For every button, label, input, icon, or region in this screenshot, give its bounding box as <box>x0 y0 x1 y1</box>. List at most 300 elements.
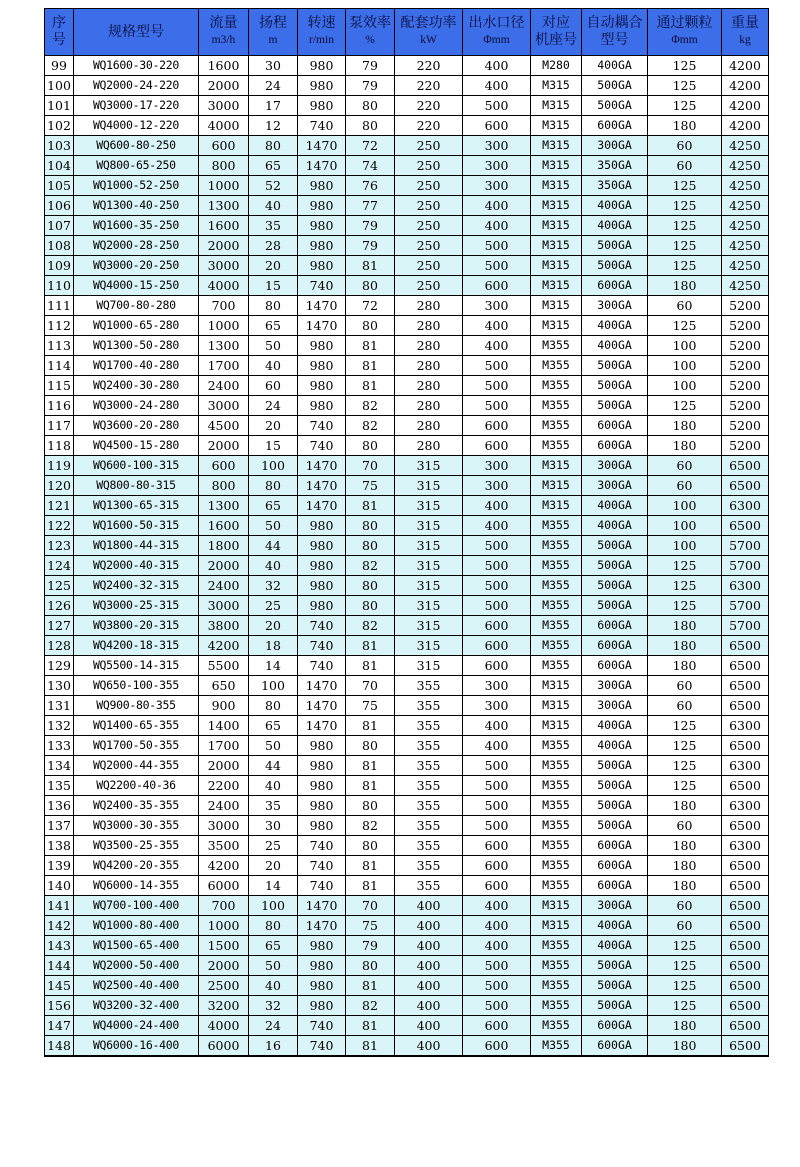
table-row <box>45 496 769 516</box>
cell-head: 32 <box>249 996 298 1016</box>
cell-speed: 980 <box>298 256 346 276</box>
cell-model: WQ2000-24-220 <box>74 76 199 96</box>
cell-speed: 1470 <box>298 456 346 476</box>
cell-speed: 980 <box>298 56 346 76</box>
cell-flow: 4200 <box>199 636 249 656</box>
header-label: 转速 <box>307 15 336 31</box>
cell-speed: 740 <box>298 836 346 856</box>
cell-power: 400 <box>395 976 463 996</box>
table-row <box>45 576 769 596</box>
cell-coupling: 600GA <box>582 876 648 896</box>
cell-outlet: 300 <box>463 156 531 176</box>
cell-weight: 6500 <box>722 696 769 716</box>
cell-efficiency: 80 <box>346 536 395 556</box>
cell-frame: M355 <box>531 1016 582 1036</box>
cell-efficiency: 70 <box>346 896 395 916</box>
col-header-model <box>74 9 199 56</box>
cell-particle: 125 <box>648 776 722 796</box>
cell-outlet: 400 <box>463 936 531 956</box>
cell-power: 355 <box>395 876 463 896</box>
cell-weight: 6500 <box>722 736 769 756</box>
cell-speed: 980 <box>298 556 346 576</box>
header-unit: % <box>365 34 375 46</box>
cell-speed: 1470 <box>298 316 346 336</box>
cell-index: 99 <box>45 56 74 76</box>
cell-power: 220 <box>395 56 463 76</box>
cell-outlet: 500 <box>463 976 531 996</box>
cell-flow: 4000 <box>199 116 249 136</box>
cell-index: 145 <box>45 976 74 996</box>
cell-outlet: 500 <box>463 236 531 256</box>
cell-efficiency: 82 <box>346 816 395 836</box>
cell-flow: 600 <box>199 136 249 156</box>
cell-particle: 180 <box>648 616 722 636</box>
cell-efficiency: 81 <box>346 1036 395 1057</box>
cell-power: 280 <box>395 336 463 356</box>
cell-weight: 5200 <box>722 336 769 356</box>
table-row <box>45 416 769 436</box>
cell-model: WQ1600-50-315 <box>74 516 199 536</box>
cell-flow: 1600 <box>199 516 249 536</box>
cell-model: WQ1800-44-315 <box>74 536 199 556</box>
cell-flow: 3000 <box>199 256 249 276</box>
cell-speed: 980 <box>298 816 346 836</box>
cell-weight: 6500 <box>722 996 769 1016</box>
cell-particle: 125 <box>648 936 722 956</box>
cell-model: WQ5500-14-315 <box>74 656 199 676</box>
cell-model: WQ3200-32-400 <box>74 996 199 1016</box>
cell-speed: 980 <box>298 236 346 256</box>
cell-efficiency: 81 <box>346 876 395 896</box>
cell-flow: 2200 <box>199 776 249 796</box>
cell-power: 400 <box>395 1016 463 1036</box>
cell-efficiency: 82 <box>346 396 395 416</box>
cell-speed: 980 <box>298 936 346 956</box>
cell-coupling: 350GA <box>582 156 648 176</box>
cell-particle: 180 <box>648 116 722 136</box>
cell-efficiency: 80 <box>346 576 395 596</box>
cell-frame: M315 <box>531 456 582 476</box>
cell-index: 101 <box>45 96 74 116</box>
header-unit: 机座号 <box>535 32 577 48</box>
cell-coupling: 500GA <box>582 796 648 816</box>
cell-flow: 2400 <box>199 376 249 396</box>
cell-efficiency: 81 <box>346 356 395 376</box>
cell-model: WQ2000-28-250 <box>74 236 199 256</box>
table-row <box>45 616 769 636</box>
cell-outlet: 400 <box>463 336 531 356</box>
cell-frame: M315 <box>531 716 582 736</box>
table-row <box>45 956 769 976</box>
cell-power: 355 <box>395 756 463 776</box>
cell-efficiency: 81 <box>346 856 395 876</box>
cell-model: WQ2400-30-280 <box>74 376 199 396</box>
cell-coupling: 300GA <box>582 456 648 476</box>
cell-speed: 740 <box>298 116 346 136</box>
cell-flow: 1500 <box>199 936 249 956</box>
cell-speed: 980 <box>298 536 346 556</box>
cell-index: 142 <box>45 916 74 936</box>
cell-flow: 3800 <box>199 616 249 636</box>
cell-efficiency: 70 <box>346 676 395 696</box>
cell-efficiency: 75 <box>346 696 395 716</box>
cell-index: 100 <box>45 76 74 96</box>
cell-speed: 740 <box>298 656 346 676</box>
cell-index: 114 <box>45 356 74 376</box>
cell-model: WQ3000-20-250 <box>74 256 199 276</box>
cell-coupling: 600GA <box>582 656 648 676</box>
cell-index: 120 <box>45 476 74 496</box>
cell-weight: 6500 <box>722 816 769 836</box>
cell-coupling: 500GA <box>582 236 648 256</box>
cell-coupling: 500GA <box>582 356 648 376</box>
cell-flow: 5500 <box>199 656 249 676</box>
cell-model: WQ3800-20-315 <box>74 616 199 636</box>
cell-frame: M355 <box>531 876 582 896</box>
cell-index: 128 <box>45 636 74 656</box>
cell-model: WQ2000-50-400 <box>74 956 199 976</box>
cell-weight: 4250 <box>722 196 769 216</box>
cell-outlet: 600 <box>463 1036 531 1057</box>
cell-speed: 980 <box>298 356 346 376</box>
cell-outlet: 600 <box>463 1016 531 1036</box>
cell-coupling: 600GA <box>582 276 648 296</box>
cell-head: 30 <box>249 816 298 836</box>
cell-coupling: 500GA <box>582 556 648 576</box>
cell-weight: 5200 <box>722 376 769 396</box>
cell-coupling: 600GA <box>582 116 648 136</box>
cell-head: 40 <box>249 976 298 996</box>
cell-power: 250 <box>395 256 463 276</box>
table-row <box>45 436 769 456</box>
cell-head: 17 <box>249 96 298 116</box>
cell-power: 315 <box>395 516 463 536</box>
cell-coupling: 600GA <box>582 836 648 856</box>
cell-frame: M355 <box>531 436 582 456</box>
cell-head: 40 <box>249 196 298 216</box>
cell-frame: M355 <box>531 416 582 436</box>
cell-outlet: 400 <box>463 196 531 216</box>
cell-power: 250 <box>395 196 463 216</box>
cell-head: 40 <box>249 556 298 576</box>
cell-coupling: 500GA <box>582 76 648 96</box>
cell-flow: 1300 <box>199 336 249 356</box>
cell-power: 400 <box>395 896 463 916</box>
cell-frame: M355 <box>531 856 582 876</box>
cell-coupling: 600GA <box>582 1016 648 1036</box>
cell-index: 129 <box>45 656 74 676</box>
cell-particle: 125 <box>648 176 722 196</box>
cell-coupling: 500GA <box>582 996 648 1016</box>
cell-efficiency: 80 <box>346 276 395 296</box>
cell-particle: 100 <box>648 496 722 516</box>
cell-particle: 100 <box>648 336 722 356</box>
cell-head: 52 <box>249 176 298 196</box>
cell-flow: 2000 <box>199 556 249 576</box>
cell-model: WQ1000-65-280 <box>74 316 199 336</box>
cell-particle: 180 <box>648 1036 722 1057</box>
cell-index: 108 <box>45 236 74 256</box>
cell-weight: 6500 <box>722 976 769 996</box>
cell-index: 113 <box>45 336 74 356</box>
cell-frame: M355 <box>531 376 582 396</box>
cell-coupling: 350GA <box>582 176 648 196</box>
cell-frame: M280 <box>531 56 582 76</box>
table-row <box>45 76 769 96</box>
cell-weight: 6500 <box>722 476 769 496</box>
cell-model: WQ3000-25-315 <box>74 596 199 616</box>
cell-flow: 3500 <box>199 836 249 856</box>
cell-head: 18 <box>249 636 298 656</box>
cell-particle: 180 <box>648 856 722 876</box>
cell-particle: 125 <box>648 576 722 596</box>
cell-power: 400 <box>395 1036 463 1057</box>
col-header-flow <box>199 9 249 56</box>
cell-particle: 60 <box>648 676 722 696</box>
table-row <box>45 876 769 896</box>
cell-weight: 5200 <box>722 416 769 436</box>
cell-outlet: 500 <box>463 256 531 276</box>
cell-weight: 4200 <box>722 76 769 96</box>
cell-index: 119 <box>45 456 74 476</box>
cell-index: 124 <box>45 556 74 576</box>
cell-coupling: 400GA <box>582 56 648 76</box>
cell-head: 65 <box>249 156 298 176</box>
cell-speed: 980 <box>298 516 346 536</box>
cell-frame: M355 <box>531 396 582 416</box>
cell-power: 315 <box>395 456 463 476</box>
cell-head: 16 <box>249 1036 298 1057</box>
cell-frame: M355 <box>531 976 582 996</box>
header-label: 重量 <box>731 15 759 31</box>
cell-power: 315 <box>395 616 463 636</box>
cell-outlet: 400 <box>463 76 531 96</box>
cell-power: 250 <box>395 236 463 256</box>
cell-model: WQ700-100-400 <box>74 896 199 916</box>
cell-coupling: 500GA <box>582 776 648 796</box>
cell-efficiency: 79 <box>346 76 395 96</box>
cell-flow: 900 <box>199 696 249 716</box>
cell-particle: 125 <box>648 56 722 76</box>
cell-flow: 4200 <box>199 856 249 876</box>
table-row <box>45 976 769 996</box>
cell-head: 24 <box>249 76 298 96</box>
cell-speed: 740 <box>298 276 346 296</box>
cell-speed: 980 <box>298 96 346 116</box>
cell-index: 111 <box>45 296 74 316</box>
cell-speed: 1470 <box>298 676 346 696</box>
cell-power: 250 <box>395 176 463 196</box>
cell-frame: M355 <box>531 956 582 976</box>
cell-speed: 740 <box>298 856 346 876</box>
cell-frame: M355 <box>531 756 582 776</box>
cell-outlet: 600 <box>463 656 531 676</box>
cell-coupling: 500GA <box>582 96 648 116</box>
table-row <box>45 236 769 256</box>
cell-flow: 1800 <box>199 536 249 556</box>
cell-coupling: 300GA <box>582 296 648 316</box>
cell-head: 25 <box>249 596 298 616</box>
cell-frame: M355 <box>531 556 582 576</box>
cell-power: 280 <box>395 396 463 416</box>
cell-head: 40 <box>249 776 298 796</box>
cell-efficiency: 76 <box>346 176 395 196</box>
cell-power: 400 <box>395 956 463 976</box>
cell-outlet: 400 <box>463 56 531 76</box>
cell-speed: 980 <box>298 796 346 816</box>
cell-flow: 1400 <box>199 716 249 736</box>
cell-particle: 60 <box>648 696 722 716</box>
header-label: 出水口径 <box>468 15 525 31</box>
cell-outlet: 400 <box>463 916 531 936</box>
cell-head: 44 <box>249 756 298 776</box>
cell-efficiency: 77 <box>346 196 395 216</box>
cell-flow: 800 <box>199 476 249 496</box>
cell-head: 80 <box>249 696 298 716</box>
cell-model: WQ1600-30-220 <box>74 56 199 76</box>
cell-efficiency: 70 <box>346 456 395 476</box>
cell-efficiency: 81 <box>346 716 395 736</box>
cell-head: 20 <box>249 856 298 876</box>
table-row <box>45 1016 769 1036</box>
cell-index: 107 <box>45 216 74 236</box>
cell-head: 65 <box>249 316 298 336</box>
cell-speed: 980 <box>298 736 346 756</box>
cell-head: 80 <box>249 476 298 496</box>
cell-frame: M355 <box>531 516 582 536</box>
cell-outlet: 300 <box>463 176 531 196</box>
cell-frame: M315 <box>531 316 582 336</box>
cell-frame: M315 <box>531 116 582 136</box>
cell-power: 220 <box>395 96 463 116</box>
cell-speed: 980 <box>298 756 346 776</box>
cell-index: 148 <box>45 1036 74 1057</box>
cell-speed: 980 <box>298 76 346 96</box>
cell-frame: M315 <box>531 676 582 696</box>
cell-speed: 1470 <box>298 156 346 176</box>
cell-coupling: 400GA <box>582 196 648 216</box>
cell-head: 50 <box>249 336 298 356</box>
cell-weight: 5700 <box>722 616 769 636</box>
cell-power: 400 <box>395 936 463 956</box>
cell-head: 25 <box>249 836 298 856</box>
cell-power: 355 <box>395 776 463 796</box>
cell-particle: 125 <box>648 996 722 1016</box>
cell-efficiency: 81 <box>346 776 395 796</box>
cell-efficiency: 80 <box>346 116 395 136</box>
cell-weight: 4250 <box>722 276 769 296</box>
cell-power: 280 <box>395 416 463 436</box>
header-unit: kg <box>739 34 751 46</box>
cell-coupling: 600GA <box>582 856 648 876</box>
cell-weight: 6500 <box>722 776 769 796</box>
cell-power: 400 <box>395 996 463 1016</box>
cell-outlet: 400 <box>463 716 531 736</box>
cell-model: WQ2200-40-36 <box>74 776 199 796</box>
cell-efficiency: 80 <box>346 836 395 856</box>
cell-weight: 4250 <box>722 236 769 256</box>
cell-model: WQ1600-35-250 <box>74 216 199 236</box>
cell-efficiency: 80 <box>346 436 395 456</box>
cell-particle: 60 <box>648 476 722 496</box>
cell-model: WQ1500-65-400 <box>74 936 199 956</box>
cell-coupling: 400GA <box>582 496 648 516</box>
cell-particle: 125 <box>648 736 722 756</box>
cell-particle: 180 <box>648 416 722 436</box>
cell-particle: 180 <box>648 796 722 816</box>
cell-index: 135 <box>45 776 74 796</box>
cell-particle: 60 <box>648 136 722 156</box>
cell-weight: 6500 <box>722 636 769 656</box>
cell-model: WQ3000-30-355 <box>74 816 199 836</box>
cell-weight: 5200 <box>722 396 769 416</box>
cell-particle: 60 <box>648 296 722 316</box>
cell-frame: M315 <box>531 156 582 176</box>
cell-index: 104 <box>45 156 74 176</box>
col-header-index <box>45 9 74 56</box>
table-row <box>45 316 769 336</box>
cell-coupling: 500GA <box>582 956 648 976</box>
cell-model: WQ800-80-315 <box>74 476 199 496</box>
cell-outlet: 300 <box>463 676 531 696</box>
cell-model: WQ4000-24-400 <box>74 1016 199 1036</box>
cell-index: 133 <box>45 736 74 756</box>
cell-frame: M315 <box>531 76 582 96</box>
table-row <box>45 756 769 776</box>
cell-particle: 180 <box>648 436 722 456</box>
col-header-frame <box>531 9 582 56</box>
header-label: 对应 <box>542 15 570 31</box>
cell-power: 355 <box>395 716 463 736</box>
cell-head: 50 <box>249 516 298 536</box>
cell-efficiency: 75 <box>346 476 395 496</box>
cell-weight: 4200 <box>722 116 769 136</box>
cell-particle: 125 <box>648 236 722 256</box>
cell-frame: M315 <box>531 176 582 196</box>
cell-model: WQ600-100-315 <box>74 456 199 476</box>
cell-particle: 180 <box>648 636 722 656</box>
cell-weight: 4250 <box>722 216 769 236</box>
cell-flow: 2500 <box>199 976 249 996</box>
cell-frame: M315 <box>531 216 582 236</box>
cell-efficiency: 72 <box>346 136 395 156</box>
cell-power: 220 <box>395 76 463 96</box>
cell-frame: M355 <box>531 776 582 796</box>
table-row <box>45 636 769 656</box>
cell-outlet: 500 <box>463 396 531 416</box>
pump-spec-table <box>44 8 769 1057</box>
cell-speed: 740 <box>298 616 346 636</box>
cell-frame: M355 <box>531 536 582 556</box>
cell-model: WQ1700-50-355 <box>74 736 199 756</box>
cell-coupling: 400GA <box>582 316 648 336</box>
cell-particle: 125 <box>648 956 722 976</box>
col-header-power <box>395 9 463 56</box>
cell-coupling: 300GA <box>582 676 648 696</box>
cell-particle: 125 <box>648 96 722 116</box>
cell-outlet: 500 <box>463 376 531 396</box>
cell-model: WQ800-65-250 <box>74 156 199 176</box>
table-row <box>45 336 769 356</box>
cell-head: 15 <box>249 276 298 296</box>
cell-speed: 740 <box>298 416 346 436</box>
cell-speed: 740 <box>298 636 346 656</box>
cell-particle: 180 <box>648 1016 722 1036</box>
cell-outlet: 300 <box>463 456 531 476</box>
cell-frame: M355 <box>531 816 582 836</box>
cell-index: 143 <box>45 936 74 956</box>
cell-frame: M315 <box>531 696 582 716</box>
